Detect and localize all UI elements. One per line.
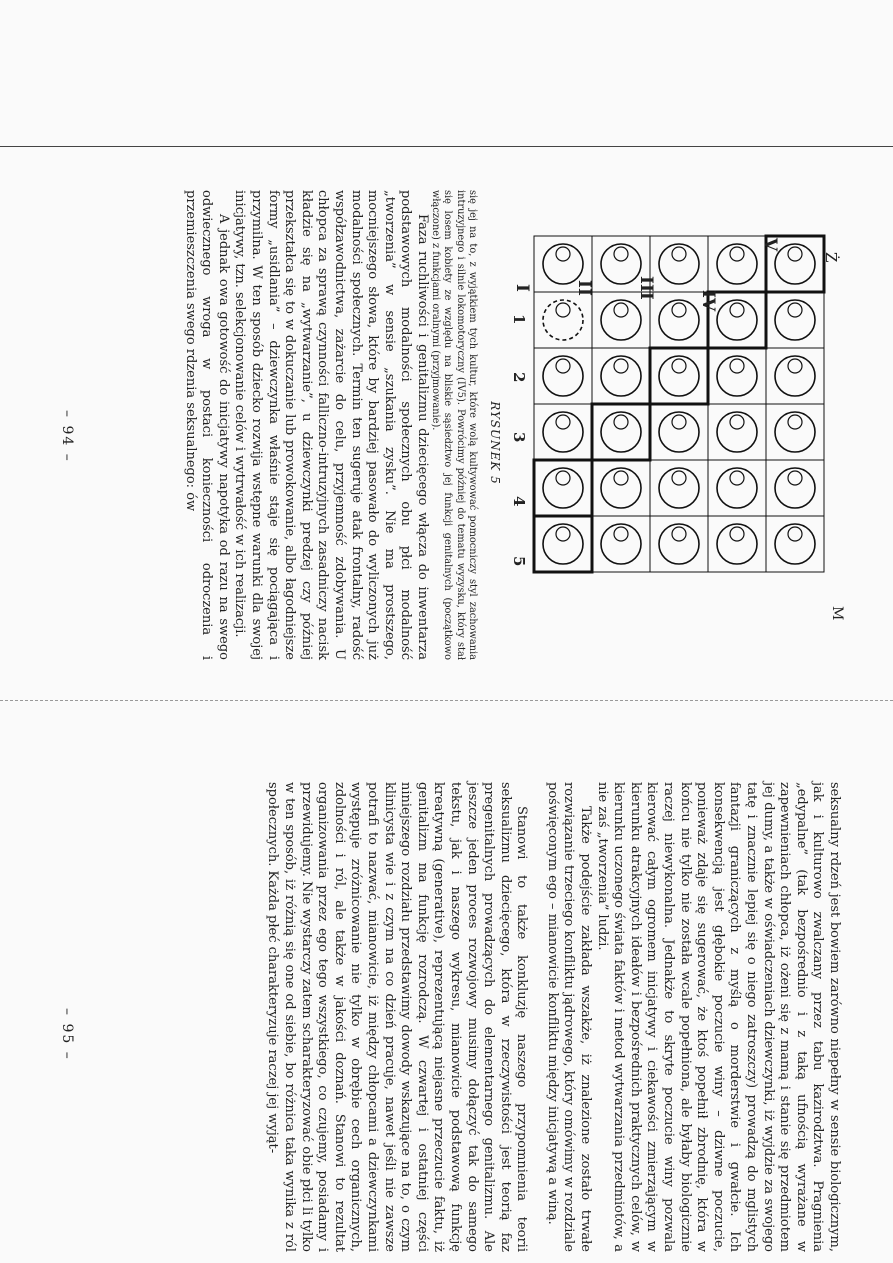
zone-circle [601, 524, 641, 564]
zone-circle [717, 524, 757, 564]
mode-inner-circle [672, 527, 686, 541]
epigenetic-chart-grid [520, 228, 830, 588]
zone-circle [601, 300, 641, 340]
mode-inner-circle [614, 303, 628, 317]
col-label-2: 2 [510, 372, 528, 383]
mode-inner-circle [730, 415, 744, 429]
zone-circle [543, 468, 583, 508]
mode-inner-circle [730, 471, 744, 485]
mode-inner-circle [788, 247, 802, 261]
zone-circle [775, 356, 815, 396]
zone-circle [775, 244, 815, 284]
col-label-3: 3 [510, 432, 528, 443]
mode-inner-circle [788, 415, 802, 429]
row-label-iv: IV [698, 290, 718, 312]
mode-inner-circle [556, 527, 570, 541]
mode-inner-circle [614, 247, 628, 261]
gutter-fold-line [0, 700, 893, 701]
zone-circle [543, 244, 583, 284]
zone-circle [659, 244, 699, 284]
mode-inner-circle [730, 247, 744, 261]
zone-circle [717, 468, 757, 508]
col-label-1: 1 [510, 314, 528, 325]
mode-inner-circle [614, 471, 628, 485]
zone-circle [659, 300, 699, 340]
mode-inner-circle [556, 247, 570, 261]
zone-circle [775, 300, 815, 340]
mode-inner-circle [730, 359, 744, 373]
zone-circle [601, 356, 641, 396]
zone-circle [775, 524, 815, 564]
mode-inner-circle [672, 247, 686, 261]
row-label-i: I [512, 284, 532, 292]
right-paragraph-2: Także podejście zakłada wszakże, iż znalezione zostało trwałe rozwiązanie trzeciego konfliktu jądrowego, który omówimy w rozdziale poświęconym ego – mianowicie konfliktu między inicjatywą a winą. [544, 782, 594, 1252]
mode-inner-circle [614, 359, 628, 373]
mode-inner-circle [788, 359, 802, 373]
zone-circle [717, 412, 757, 452]
zone-circle [543, 356, 583, 396]
mode-inner-circle [788, 471, 802, 485]
right-page-text [62, 782, 842, 1252]
zone-circle [601, 412, 641, 452]
row-label-ii: II [574, 280, 594, 296]
mode-inner-circle [672, 303, 686, 317]
right-paragraph-1: seksualny rdzeń jest bowiem zarówno niepełny w sensie biologicznym, jak i kulturowo zwalczany przez tabu kazirodztwa. Pragnienia „edypalne” (tak bezpośrednio i z taką ufnością wyrażane w zapewnieniach chłopca, iż ożeni się z mamą i stanie się przedmiotem jej dumy, a także w oświadczeniach dziewczynki, iż wyjdzie za swojego tatę i znacznie lepiej się o niego zatroszczy) prowadzą do mglistych fantazji graniczących z myślą o morderstwie i gwałcie. Ich konsekwencją jest głębokie poczucie winy – dziwne poczucie, ponieważ zdaje się sugerować, że ktoś popełnił zbrodnię, która w końcu nie tylko nie została wcale popełniona, ale byłaby biologicznie raczej niewykonalna. Jednakże to skryte poczucie winy pozwala kierować całym ogromem inicjatywy i ciekawości zmierzającym w kierunku atrakcyjnych ideałów i bezpośrednich praktycznych celów, w kierunku uczonego świata faktów i metod wytwarzania przedmiotów, a nie zaś „tworzenia” ludzi. [594, 782, 842, 1252]
mode-inner-circle [556, 471, 570, 485]
page-number-94: – 94 – [59, 410, 75, 463]
zone-circle [717, 300, 757, 340]
corner-label-z: Ż [822, 252, 840, 263]
row-label-v: V [760, 238, 780, 252]
figure-caption: się jej na to, z wyjątkiem tych kultur, które wolą kultywować pomocniczy styl zachowania intruzyjnego i silnie lokomotoryczny (IV5). Powrócimy później do tematu wyzysku, który stał się losem kobiety ze względu na bliskie sąsiedztwo jej funkcji genitalnych (początkowo włączone) z funkcjami oralnymi (przyjmowanie). [430, 190, 478, 660]
mode-inner-circle [730, 303, 744, 317]
mode-inner-circle [556, 303, 570, 317]
zone-circle [601, 244, 641, 284]
figure-rysunek-5 [520, 228, 830, 588]
zone-circle [717, 356, 757, 396]
zone-circle [775, 412, 815, 452]
row-label-iii: III [636, 276, 656, 300]
zone-circle [659, 468, 699, 508]
mode-inner-circle [672, 359, 686, 373]
figure-label: RYSUNEK 5 [488, 401, 502, 485]
left-paragraph-2: A jednak owa gotowość do inicjatywy napotyka od razu na swego odwiecznego wroga w postaci konieczności odroczenia i przemieszczenia swego rdzenia seksualnego: ów [182, 190, 231, 660]
mode-inner-circle [788, 303, 802, 317]
zone-circle [659, 356, 699, 396]
mode-inner-circle [614, 415, 628, 429]
mode-inner-circle [614, 527, 628, 541]
mode-inner-circle [556, 415, 570, 429]
mode-inner-circle [730, 527, 744, 541]
col-label-4: 4 [510, 496, 528, 507]
zone-circle [543, 524, 583, 564]
zone-circle [543, 412, 583, 452]
zone-circle [717, 244, 757, 284]
left-paragraph-1: Faza ruchliwości i genitalizmu dziecięcego włącza do inwentarza podstawowych modalności społecznych obu płci modalność „tworzenia” w sensie „szukania zysku”. Nie ma prostszego, mocniejszego słowa, które by bardziej pasowało do wyliczonych już modalności społecznych. Termin ten sugeruje atak frontalny, radość współzawodnictwa, zażarcie do celu, przyjemność zdobywania. U chłopca za sprawą czynności falliczno-intruzyjnych zasadniczy nacisk kładzie się na „wytwarzanie”, u dziewczynki predzej czy później przekształca się to w dokuczanie lub prowokowanie, albo łagodniejsze formy „usidlania” – dziewczynka właśnie staje się pociągająca i przymilna. W ten sposób dziecko rozwija wstępne warunki dla swojej inicjatywy, tzn. selekcjonowanie celów i wytrwałość w ich realizacji. [232, 190, 430, 660]
zone-circle [775, 468, 815, 508]
mode-inner-circle [788, 527, 802, 541]
zone-circle [543, 300, 583, 340]
col-label-5: 5 [510, 556, 528, 567]
left-page-text [118, 190, 430, 660]
mode-inner-circle [672, 415, 686, 429]
mode-inner-circle [672, 471, 686, 485]
top-border-line [0, 146, 893, 147]
page-number-95: – 95 – [59, 1008, 75, 1061]
right-paragraph-3: Stanowi to także konkluzję naszego przypomnienia teorii seksualizmu dziecięcego, która w rzeczywistości jest teorią faz pregenitalnych prowadzących do elementarnego genitalizmu. Ale jeszcze jeden proces rozwojowy musimy dołączyć tak do samego tekstu, jak i naszego wykresu, mianowicie podstawową funkcję kreatywną (generative), reprezentującą niejasne przeczucie faktu, iż genitalizm ma funkcję rozrodczą. W czwartej i ostatniej części niniejszego rozdziału przedstawimy dowody wskazujące na to, o czym klinicysta wie i z czym na co dzień pracuje, nawet jeśli nie zawsze potrafi to nazwać, mianowicie, iż między chłopcami a dziewczynkami występuje zróżnicowanie nie tylko w obrębie cech organicznych, zdolności i ról, ale także w jakości doznań. Stanowi to rezultat organizowania przez ego tego wszystkiego, co czujemy, posiadamy i przewidujemy. Nie wystarczy zatem scharakteryzować obie płci li tylko w ten sposób, iż różnią się one od siebie, bo różnica taka wynika z ról społecznych. Każda płeć charakteryzuje raczej jej wyjąt- [265, 782, 530, 1252]
zone-circle [659, 524, 699, 564]
zone-circle [601, 468, 641, 508]
corner-label-m: M [829, 606, 845, 621]
mode-inner-circle [556, 359, 570, 373]
zone-circle [659, 412, 699, 452]
